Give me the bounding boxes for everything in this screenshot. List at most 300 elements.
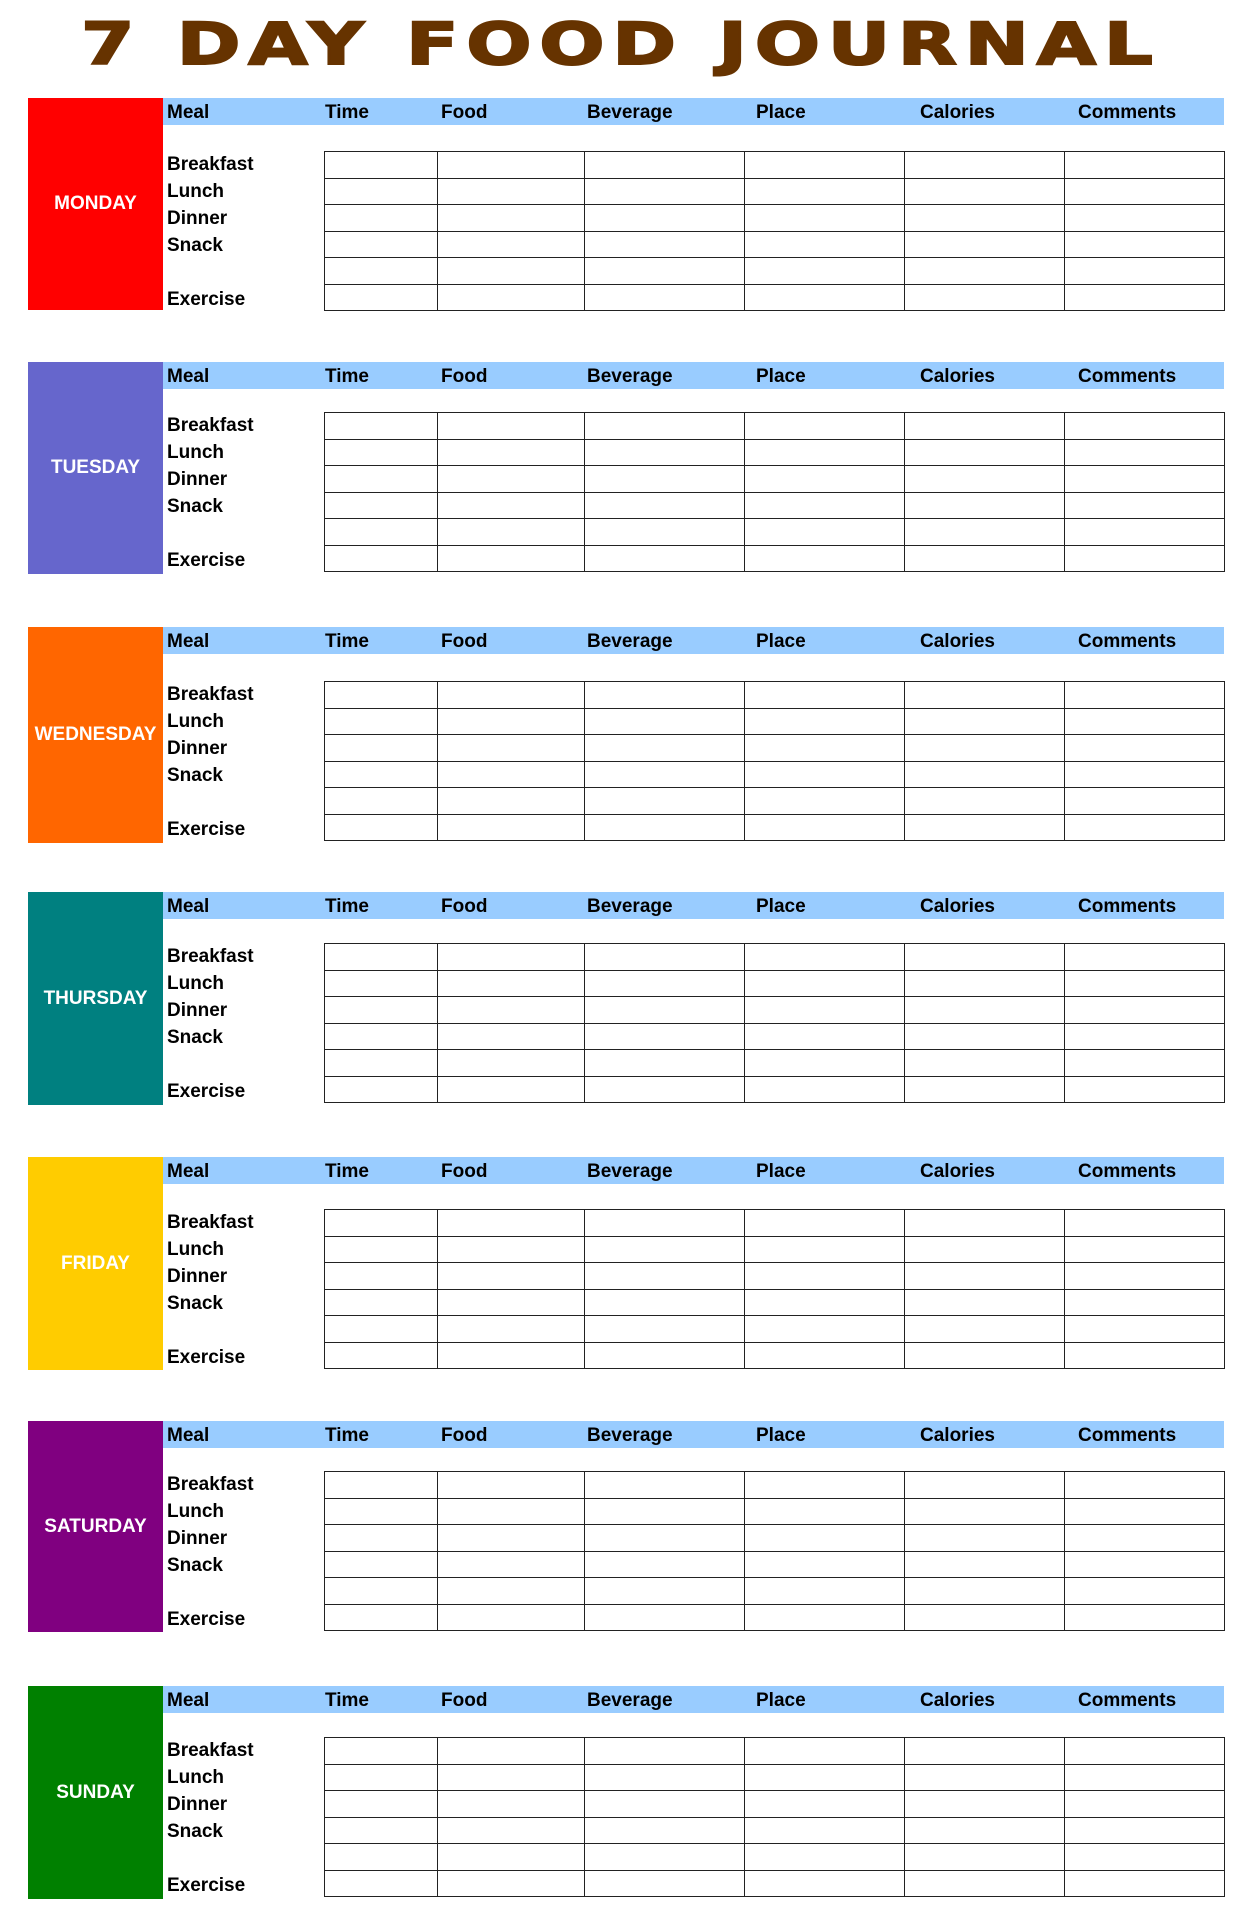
cell-calories[interactable] (905, 1342, 1065, 1369)
cell-time[interactable] (325, 545, 438, 572)
cell-comments[interactable] (1065, 545, 1225, 572)
cell-place[interactable] (745, 1525, 905, 1552)
cell-comments[interactable] (1065, 1791, 1225, 1818)
cell-calories[interactable] (905, 1076, 1065, 1103)
cell-time[interactable] (325, 1844, 438, 1871)
cell-place[interactable] (745, 997, 905, 1024)
cell-comments[interactable] (1065, 682, 1225, 709)
cell-calories[interactable] (905, 1764, 1065, 1791)
cell-comments[interactable] (1065, 1263, 1225, 1290)
cell-place[interactable] (745, 1817, 905, 1844)
cell-comments[interactable] (1065, 1023, 1225, 1050)
cell-food[interactable] (438, 682, 585, 709)
table-row (325, 997, 1225, 1024)
cell-place[interactable] (745, 1498, 905, 1525)
cell-comments[interactable] (1065, 814, 1225, 841)
cell-time[interactable] (325, 735, 438, 762)
cell-place[interactable] (745, 814, 905, 841)
cell-place[interactable] (745, 492, 905, 519)
cell-calories[interactable] (905, 1289, 1065, 1316)
cell-time[interactable] (325, 1316, 438, 1343)
cell-calories[interactable] (905, 1263, 1065, 1290)
cell-calories[interactable] (905, 231, 1065, 258)
cell-food[interactable] (438, 1289, 585, 1316)
cell-place[interactable] (745, 1263, 905, 1290)
cell-place[interactable] (745, 1023, 905, 1050)
meal-label-exercise: Exercise (167, 289, 246, 310)
cell-place[interactable] (745, 1316, 905, 1343)
cell-comments[interactable] (1065, 1525, 1225, 1552)
cell-comments[interactable] (1065, 1210, 1225, 1237)
cell-place[interactable] (745, 1472, 905, 1499)
table-row (325, 439, 1225, 466)
cell-calories[interactable] (905, 1472, 1065, 1499)
cell-comments[interactable] (1065, 258, 1225, 285)
column-header-meal: Meal (167, 102, 210, 123)
table-row (325, 519, 1225, 546)
cell-beverage[interactable] (585, 466, 745, 493)
cell-time[interactable] (325, 439, 438, 466)
cell-comments[interactable] (1065, 1076, 1225, 1103)
cell-beverage[interactable] (585, 258, 745, 285)
cell-beverage[interactable] (585, 944, 745, 971)
table-row (325, 492, 1225, 519)
table-row (325, 1342, 1225, 1369)
cell-calories[interactable] (905, 413, 1065, 440)
column-header-row (163, 892, 1224, 919)
column-header-row (163, 627, 1224, 654)
cell-comments[interactable] (1065, 1289, 1225, 1316)
cell-food[interactable] (438, 519, 585, 546)
cell-comments[interactable] (1065, 1050, 1225, 1077)
cell-beverage[interactable] (585, 492, 745, 519)
cell-place[interactable] (745, 1578, 905, 1605)
cell-calories[interactable] (905, 761, 1065, 788)
cell-comments[interactable] (1065, 1738, 1225, 1765)
cell-food[interactable] (438, 735, 585, 762)
cell-beverage[interactable] (585, 761, 745, 788)
cell-beverage[interactable] (585, 1210, 745, 1237)
cell-food[interactable] (438, 1210, 585, 1237)
cell-comments[interactable] (1065, 997, 1225, 1024)
cell-time[interactable] (325, 178, 438, 205)
cell-calories[interactable] (905, 1498, 1065, 1525)
cell-time[interactable] (325, 788, 438, 815)
cell-food[interactable] (438, 284, 585, 311)
column-header-place: Place (756, 1690, 806, 1711)
column-header-beverage: Beverage (587, 631, 673, 652)
cell-time[interactable] (325, 492, 438, 519)
cell-beverage[interactable] (585, 1498, 745, 1525)
cell-time[interactable] (325, 258, 438, 285)
cell-calories[interactable] (905, 1870, 1065, 1897)
cell-food[interactable] (438, 944, 585, 971)
cell-calories[interactable] (905, 1844, 1065, 1871)
cell-place[interactable] (745, 1870, 905, 1897)
cell-place[interactable] (745, 466, 905, 493)
cell-time[interactable] (325, 1525, 438, 1552)
cell-comments[interactable] (1065, 788, 1225, 815)
cell-time[interactable] (325, 1472, 438, 1499)
cell-place[interactable] (745, 1604, 905, 1631)
cell-comments[interactable] (1065, 970, 1225, 997)
cell-time[interactable] (325, 708, 438, 735)
cell-calories[interactable] (905, 152, 1065, 179)
cell-time[interactable] (325, 1870, 438, 1897)
column-header-comments: Comments (1078, 366, 1177, 387)
column-header-row (163, 1421, 1224, 1448)
cell-place[interactable] (745, 1050, 905, 1077)
cell-place[interactable] (745, 284, 905, 311)
cell-comments[interactable] (1065, 178, 1225, 205)
cell-food[interactable] (438, 545, 585, 572)
cell-comments[interactable] (1065, 1342, 1225, 1369)
cell-place[interactable] (745, 1764, 905, 1791)
cell-calories[interactable] (905, 1525, 1065, 1552)
cell-beverage[interactable] (585, 682, 745, 709)
cell-calories[interactable] (905, 1578, 1065, 1605)
cell-place[interactable] (745, 152, 905, 179)
cell-beverage[interactable] (585, 439, 745, 466)
cell-place[interactable] (745, 735, 905, 762)
cell-comments[interactable] (1065, 466, 1225, 493)
cell-place[interactable] (745, 761, 905, 788)
cell-comments[interactable] (1065, 944, 1225, 971)
cell-comments[interactable] (1065, 1817, 1225, 1844)
cell-calories[interactable] (905, 708, 1065, 735)
cell-beverage[interactable] (585, 708, 745, 735)
cell-time[interactable] (325, 205, 438, 232)
cell-time[interactable] (325, 1791, 438, 1818)
cell-place[interactable] (745, 545, 905, 572)
cell-food[interactable] (438, 1578, 585, 1605)
cell-food[interactable] (438, 1551, 585, 1578)
cell-food[interactable] (438, 178, 585, 205)
cell-time[interactable] (325, 466, 438, 493)
cell-beverage[interactable] (585, 519, 745, 546)
column-header-beverage: Beverage (587, 1690, 673, 1711)
cell-comments[interactable] (1065, 1316, 1225, 1343)
column-header-meal: Meal (167, 631, 210, 652)
cell-beverage[interactable] (585, 1738, 745, 1765)
cell-food[interactable] (438, 258, 585, 285)
cell-time[interactable] (325, 997, 438, 1024)
cell-food[interactable] (438, 1604, 585, 1631)
cell-time[interactable] (325, 1604, 438, 1631)
cell-place[interactable] (745, 178, 905, 205)
cell-comments[interactable] (1065, 439, 1225, 466)
cell-food[interactable] (438, 761, 585, 788)
cell-place[interactable] (745, 1551, 905, 1578)
cell-food[interactable] (438, 1498, 585, 1525)
cell-food[interactable] (438, 1263, 585, 1290)
cell-place[interactable] (745, 1236, 905, 1263)
cell-food[interactable] (438, 1791, 585, 1818)
cell-food[interactable] (438, 231, 585, 258)
cell-comments[interactable] (1065, 1578, 1225, 1605)
cell-calories[interactable] (905, 1604, 1065, 1631)
cell-time[interactable] (325, 761, 438, 788)
cell-place[interactable] (745, 708, 905, 735)
column-header-calories: Calories (920, 102, 995, 123)
column-header-calories: Calories (920, 1161, 995, 1182)
cell-beverage[interactable] (585, 284, 745, 311)
cell-place[interactable] (745, 205, 905, 232)
cell-calories[interactable] (905, 1023, 1065, 1050)
cell-time[interactable] (325, 1023, 438, 1050)
cell-time[interactable] (325, 152, 438, 179)
column-header-time: Time (325, 1425, 370, 1446)
cell-food[interactable] (438, 1342, 585, 1369)
cell-place[interactable] (745, 519, 905, 546)
cell-food[interactable] (438, 1316, 585, 1343)
cell-time[interactable] (325, 1236, 438, 1263)
cell-food[interactable] (438, 1236, 585, 1263)
cell-comments[interactable] (1065, 735, 1225, 762)
cell-place[interactable] (745, 1210, 905, 1237)
cell-beverage[interactable] (585, 1791, 745, 1818)
cell-place[interactable] (745, 413, 905, 440)
cell-place[interactable] (745, 439, 905, 466)
cell-comments[interactable] (1065, 413, 1225, 440)
cell-comments[interactable] (1065, 1551, 1225, 1578)
table-row (325, 1210, 1225, 1237)
cell-place[interactable] (745, 944, 905, 971)
cell-beverage[interactable] (585, 1578, 745, 1605)
cell-calories[interactable] (905, 682, 1065, 709)
cell-time[interactable] (325, 1210, 438, 1237)
cell-calories[interactable] (905, 1791, 1065, 1818)
cell-beverage[interactable] (585, 1236, 745, 1263)
cell-time[interactable] (325, 1050, 438, 1077)
column-header-beverage: Beverage (587, 896, 673, 917)
cell-comments[interactable] (1065, 152, 1225, 179)
cell-beverage[interactable] (585, 205, 745, 232)
cell-place[interactable] (745, 788, 905, 815)
cell-calories[interactable] (905, 1210, 1065, 1237)
cell-calories[interactable] (905, 944, 1065, 971)
cell-place[interactable] (745, 970, 905, 997)
cell-comments[interactable] (1065, 1472, 1225, 1499)
cell-calories[interactable] (905, 1738, 1065, 1765)
table-row (325, 1738, 1225, 1765)
cell-beverage[interactable] (585, 231, 745, 258)
cell-place[interactable] (745, 1844, 905, 1871)
cell-calories[interactable] (905, 735, 1065, 762)
entry-table (324, 943, 1225, 1103)
cell-calories[interactable] (905, 1050, 1065, 1077)
cell-place[interactable] (745, 1289, 905, 1316)
cell-food[interactable] (438, 1817, 585, 1844)
cell-calories[interactable] (905, 284, 1065, 311)
cell-calories[interactable] (905, 466, 1065, 493)
day-block-monday (0, 98, 1242, 310)
cell-comments[interactable] (1065, 284, 1225, 311)
cell-calories[interactable] (905, 814, 1065, 841)
cell-beverage[interactable] (585, 1844, 745, 1871)
meal-label-lunch: Lunch (167, 442, 224, 463)
cell-place[interactable] (745, 682, 905, 709)
cell-beverage[interactable] (585, 788, 745, 815)
cell-food[interactable] (438, 1050, 585, 1077)
cell-beverage[interactable] (585, 997, 745, 1024)
cell-calories[interactable] (905, 970, 1065, 997)
cell-comments[interactable] (1065, 519, 1225, 546)
cell-beverage[interactable] (585, 178, 745, 205)
cell-comments[interactable] (1065, 492, 1225, 519)
cell-beverage[interactable] (585, 1023, 745, 1050)
cell-time[interactable] (325, 1551, 438, 1578)
cell-time[interactable] (325, 814, 438, 841)
table-row (325, 1578, 1225, 1605)
cell-beverage[interactable] (585, 1525, 745, 1552)
cell-comments[interactable] (1065, 1844, 1225, 1871)
cell-food[interactable] (438, 788, 585, 815)
cell-beverage[interactable] (585, 1289, 745, 1316)
table-row (325, 178, 1225, 205)
column-header-calories: Calories (920, 631, 995, 652)
cell-place[interactable] (745, 1738, 905, 1765)
cell-time[interactable] (325, 1498, 438, 1525)
cell-food[interactable] (438, 814, 585, 841)
cell-beverage[interactable] (585, 1604, 745, 1631)
cell-place[interactable] (745, 231, 905, 258)
cell-time[interactable] (325, 1289, 438, 1316)
cell-beverage[interactable] (585, 1764, 745, 1791)
cell-food[interactable] (438, 1525, 585, 1552)
cell-time[interactable] (325, 519, 438, 546)
cell-place[interactable] (745, 1791, 905, 1818)
cell-comments[interactable] (1065, 1764, 1225, 1791)
cell-calories[interactable] (905, 1817, 1065, 1844)
cell-time[interactable] (325, 231, 438, 258)
cell-food[interactable] (438, 1870, 585, 1897)
cell-place[interactable] (745, 1342, 905, 1369)
cell-comments[interactable] (1065, 1604, 1225, 1631)
meal-label-dinner: Dinner (167, 738, 228, 759)
cell-time[interactable] (325, 1764, 438, 1791)
cell-beverage[interactable] (585, 1050, 745, 1077)
cell-food[interactable] (438, 466, 585, 493)
cell-time[interactable] (325, 1342, 438, 1369)
cell-time[interactable] (325, 970, 438, 997)
cell-comments[interactable] (1065, 205, 1225, 232)
column-header-meal: Meal (167, 1161, 210, 1182)
column-header-comments: Comments (1078, 1161, 1177, 1182)
column-header-calories: Calories (920, 896, 995, 917)
cell-comments[interactable] (1065, 708, 1225, 735)
cell-calories[interactable] (905, 997, 1065, 1024)
cell-food[interactable] (438, 970, 585, 997)
cell-time[interactable] (325, 1076, 438, 1103)
cell-food[interactable] (438, 1764, 585, 1791)
table-row (325, 1472, 1225, 1499)
cell-place[interactable] (745, 258, 905, 285)
cell-comments[interactable] (1065, 1870, 1225, 1897)
cell-calories[interactable] (905, 205, 1065, 232)
cell-beverage[interactable] (585, 1870, 745, 1897)
cell-food[interactable] (438, 708, 585, 735)
table-row (325, 1764, 1225, 1791)
meal-label-snack: Snack (167, 765, 223, 786)
cell-time[interactable] (325, 413, 438, 440)
cell-beverage[interactable] (585, 1342, 745, 1369)
cell-calories[interactable] (905, 439, 1065, 466)
cell-beverage[interactable] (585, 735, 745, 762)
cell-comments[interactable] (1065, 761, 1225, 788)
cell-beverage[interactable] (585, 1263, 745, 1290)
cell-beverage[interactable] (585, 545, 745, 572)
cell-beverage[interactable] (585, 413, 745, 440)
cell-calories[interactable] (905, 492, 1065, 519)
table-row (325, 466, 1225, 493)
cell-calories[interactable] (905, 1316, 1065, 1343)
cell-food[interactable] (438, 1076, 585, 1103)
cell-beverage[interactable] (585, 1076, 745, 1103)
cell-time[interactable] (325, 1738, 438, 1765)
column-header-time: Time (325, 896, 370, 917)
cell-time[interactable] (325, 1578, 438, 1605)
cell-beverage[interactable] (585, 1316, 745, 1343)
cell-food[interactable] (438, 1738, 585, 1765)
table-row (325, 814, 1225, 841)
cell-beverage[interactable] (585, 152, 745, 179)
meal-label-breakfast: Breakfast (167, 154, 254, 175)
cell-food[interactable] (438, 205, 585, 232)
table-row (325, 788, 1225, 815)
meal-label-snack: Snack (167, 235, 223, 256)
cell-calories[interactable] (905, 1551, 1065, 1578)
table-row (325, 413, 1225, 440)
cell-comments[interactable] (1065, 231, 1225, 258)
cell-time[interactable] (325, 284, 438, 311)
cell-time[interactable] (325, 944, 438, 971)
day-block-tuesday (0, 362, 1242, 574)
day-block-sunday (0, 1686, 1242, 1899)
cell-food[interactable] (438, 1844, 585, 1871)
cell-food[interactable] (438, 997, 585, 1024)
cell-beverage[interactable] (585, 814, 745, 841)
cell-calories[interactable] (905, 788, 1065, 815)
cell-calories[interactable] (905, 545, 1065, 572)
cell-food[interactable] (438, 492, 585, 519)
cell-beverage[interactable] (585, 1817, 745, 1844)
cell-time[interactable] (325, 1817, 438, 1844)
cell-time[interactable] (325, 1263, 438, 1290)
cell-food[interactable] (438, 152, 585, 179)
cell-calories[interactable] (905, 178, 1065, 205)
table-row (325, 761, 1225, 788)
cell-beverage[interactable] (585, 1472, 745, 1499)
cell-food[interactable] (438, 413, 585, 440)
cell-food[interactable] (438, 1472, 585, 1499)
cell-comments[interactable] (1065, 1236, 1225, 1263)
cell-place[interactable] (745, 1076, 905, 1103)
cell-time[interactable] (325, 682, 438, 709)
day-block-wednesday (0, 627, 1242, 843)
cell-calories[interactable] (905, 519, 1065, 546)
cell-calories[interactable] (905, 1236, 1065, 1263)
meal-label-exercise: Exercise (167, 1347, 246, 1368)
cell-beverage[interactable] (585, 1551, 745, 1578)
cell-beverage[interactable] (585, 970, 745, 997)
cell-calories[interactable] (905, 258, 1065, 285)
cell-comments[interactable] (1065, 1498, 1225, 1525)
entry-table (324, 681, 1225, 841)
cell-food[interactable] (438, 1023, 585, 1050)
cell-food[interactable] (438, 439, 585, 466)
meal-label-snack: Snack (167, 1027, 223, 1048)
